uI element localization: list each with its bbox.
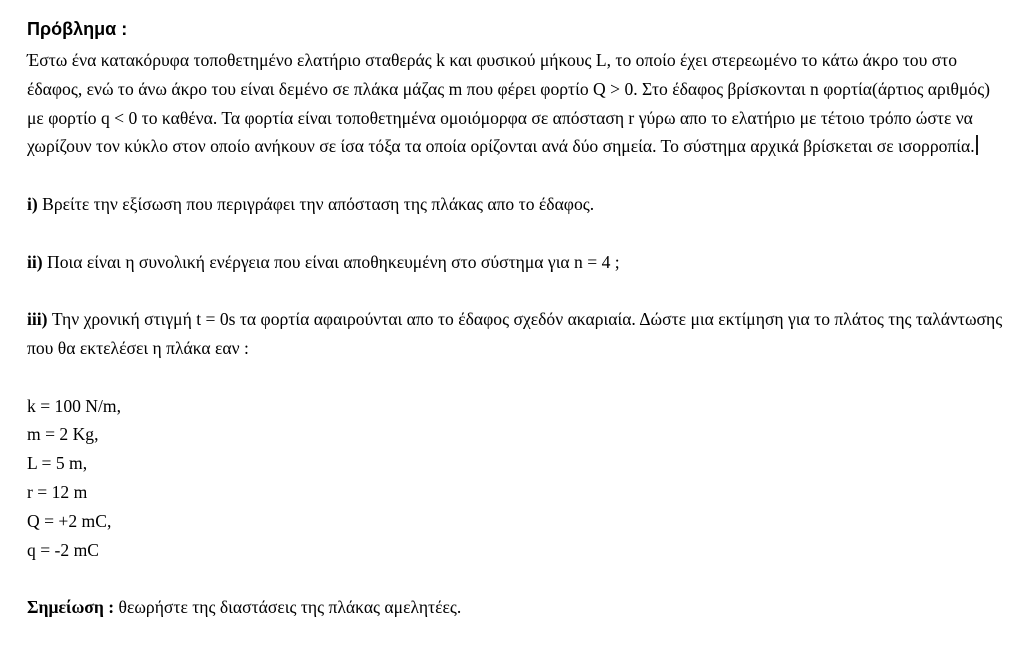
question-3-label: iii) [27,309,48,330]
question-2-label: ii) [27,251,43,272]
spacer [27,161,1009,190]
value-Q: Q = +2 mC, [27,510,112,531]
problem-intro-text: Έστω ένα κατακόρυφα τοποθετημένο ελατήριο σταθεράς k και φυσικού μήκους L, το οποίο έχει στερεωμένο το κάτω άκρο του στο έδαφος, ενώ το άνω άκρο του είναι δεμένο σε πλάκα μάζας m που φέρει φορτίο Q > 0. Στο έδαφος βρίσκονται n φορτία(άρτιος αριθμός) με φορτίο q < 0 το καθένα. Τα φορτία είναι τοποθετημένα ομοιόμορφα σε απόσταση r γύρω απο το ελατήριο με τέτοιο τρόπο ώστε να χωρίζουν τον κύκλο στον οποίο ανήκουν σε ίσα τόξα τα οποία ορίζονται ανά δύο σημεία. Το σύστημα αρχικά βρίσκεται σε ισορροπία. [27,50,991,157]
value-k: k = 100 N/m, [27,395,121,416]
question-1 [27,190,1009,219]
value-L: L = 5 m, [27,453,88,474]
value-q: q = -2 mC [27,539,99,560]
note-text: θεωρήστε της διαστάσεις της πλάκας αμελητέες. [114,597,462,618]
spacer [27,564,1009,593]
problem-intro [27,46,1009,161]
text-cursor [976,135,978,155]
value-r: r = 12 m [27,481,88,502]
problem-title: Πρόβλημα : [27,19,128,39]
value-m: m = 2 Kg, [27,424,99,445]
question-3-text: Την χρονική στιγμή t = 0s τα φορτία αφαιρούνται απο το έδαφος σχεδόν ακαριαία. Δώστε μια εκτίμηση για το πλάτος της ταλάντωσης που θα εκτελέσει η πλάκα εαν : [27,309,1003,358]
given-values [27,392,1009,565]
question-1-label: i) [27,193,38,214]
question-3 [27,305,1009,363]
spacer [27,276,1009,305]
question-2-text: Ποια είναι η συνολική ενέργεια που είναι αποθηκευμένη στο σύστημα για n = 4 ; [42,251,620,272]
spacer [27,219,1009,248]
note-label: Σημείωση : [27,597,115,618]
question-1-text: Βρείτε την εξίσωση που περιγράφει την απόσταση της πλάκας απο το έδαφος. [37,193,595,214]
spacer [27,363,1009,392]
question-2 [27,248,1009,277]
note [27,593,1009,622]
